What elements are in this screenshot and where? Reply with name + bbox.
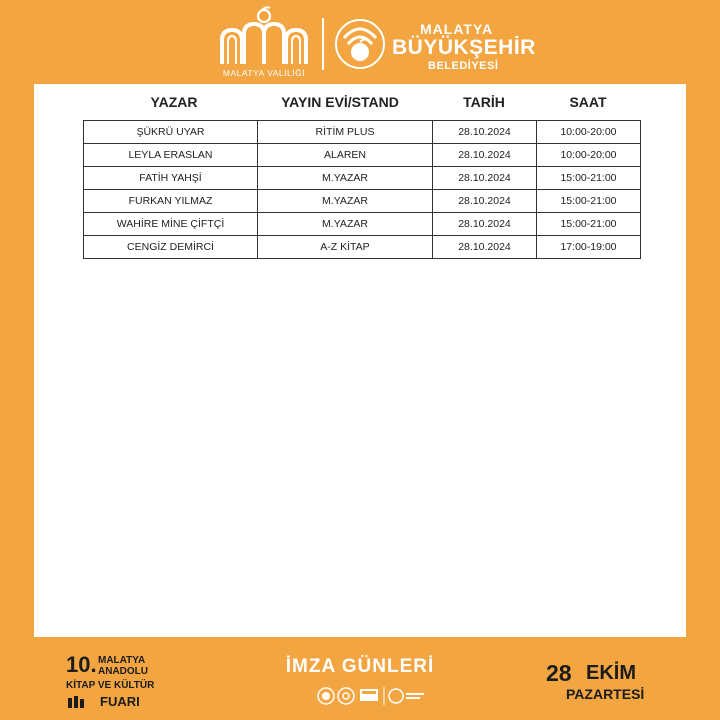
table-row <box>84 121 641 144</box>
sponsor-logos <box>316 684 426 708</box>
fair-line4: FUARI <box>100 694 140 709</box>
book-fair-logo <box>64 652 184 716</box>
cell-date: 28.10.2024 <box>433 190 537 213</box>
date-weekday: PAZARTESİ <box>566 686 645 702</box>
cell-publisher: ALAREN <box>258 144 433 167</box>
belediye-line2: BÜYÜKŞEHİR <box>392 36 536 59</box>
fair-line1: MALATYA <box>98 655 146 666</box>
malatya-valiligi-logo <box>214 6 314 78</box>
cell-time: 15:00-21:00 <box>537 213 641 236</box>
cell-date: 28.10.2024 <box>433 213 537 236</box>
cell-date: 28.10.2024 <box>433 236 537 259</box>
signing-schedule-table <box>83 120 641 259</box>
cell-publisher: M.YAZAR <box>258 213 433 236</box>
cell-publisher: A-Z KİTAP <box>258 236 433 259</box>
cell-publisher: M.YAZAR <box>258 190 433 213</box>
cell-author: WAHİRE MİNE ÇİFTÇİ <box>84 213 258 236</box>
col-header-yazar: YAZAR <box>150 94 198 110</box>
table-row <box>84 236 641 259</box>
fair-number: 10. <box>66 652 97 677</box>
date-day-number: 28 <box>546 660 572 686</box>
buyuksehir-logo <box>334 16 536 74</box>
fair-line3: KİTAP VE KÜLTÜR <box>66 680 155 691</box>
cell-time: 15:00-21:00 <box>537 167 641 190</box>
cell-author: ŞÜKRÜ UYAR <box>84 121 258 144</box>
cell-author: FURKAN YILMAZ <box>84 190 258 213</box>
cell-time: 10:00-20:00 <box>537 121 641 144</box>
table-row <box>84 213 641 236</box>
col-header-yayinevi: YAYIN EVİ/STAND <box>281 94 399 110</box>
table-row <box>84 144 641 167</box>
belediye-line3: BELEDİYESİ <box>428 60 499 72</box>
cell-publisher: RİTİM PLUS <box>258 121 433 144</box>
cell-author: LEYLA ERASLAN <box>84 144 258 167</box>
valilik-name: MALATYA VALİLİĞİ <box>222 68 306 78</box>
buyuksehir-emblem-icon <box>334 18 386 70</box>
date-month: EKİM <box>586 662 636 684</box>
cell-time: 17:00-19:00 <box>537 236 641 259</box>
table-row <box>84 190 641 213</box>
col-header-saat: SAAT <box>569 94 607 110</box>
cell-time: 10:00-20:00 <box>537 144 641 167</box>
cell-date: 28.10.2024 <box>433 167 537 190</box>
valilik-arches-icon <box>214 6 314 68</box>
cell-publisher: M.YAZAR <box>258 167 433 190</box>
logo-divider <box>322 18 324 70</box>
col-header-tarih: TARİH <box>463 94 505 110</box>
footer <box>0 640 720 720</box>
books-icon <box>68 696 98 708</box>
cell-author: FATİH YAHŞİ <box>84 167 258 190</box>
header <box>0 0 720 84</box>
belediye-line1: MALATYA <box>420 21 494 37</box>
sponsor-seals-icon <box>316 684 426 708</box>
table-row <box>84 167 641 190</box>
cell-date: 28.10.2024 <box>433 144 537 167</box>
cell-author: CENGİZ DEMİRCİ <box>84 236 258 259</box>
cell-date: 28.10.2024 <box>433 121 537 144</box>
fair-line2: ANADOLU <box>98 666 148 677</box>
cell-time: 15:00-21:00 <box>537 190 641 213</box>
event-title: İMZA GÜNLERİ <box>285 656 435 677</box>
